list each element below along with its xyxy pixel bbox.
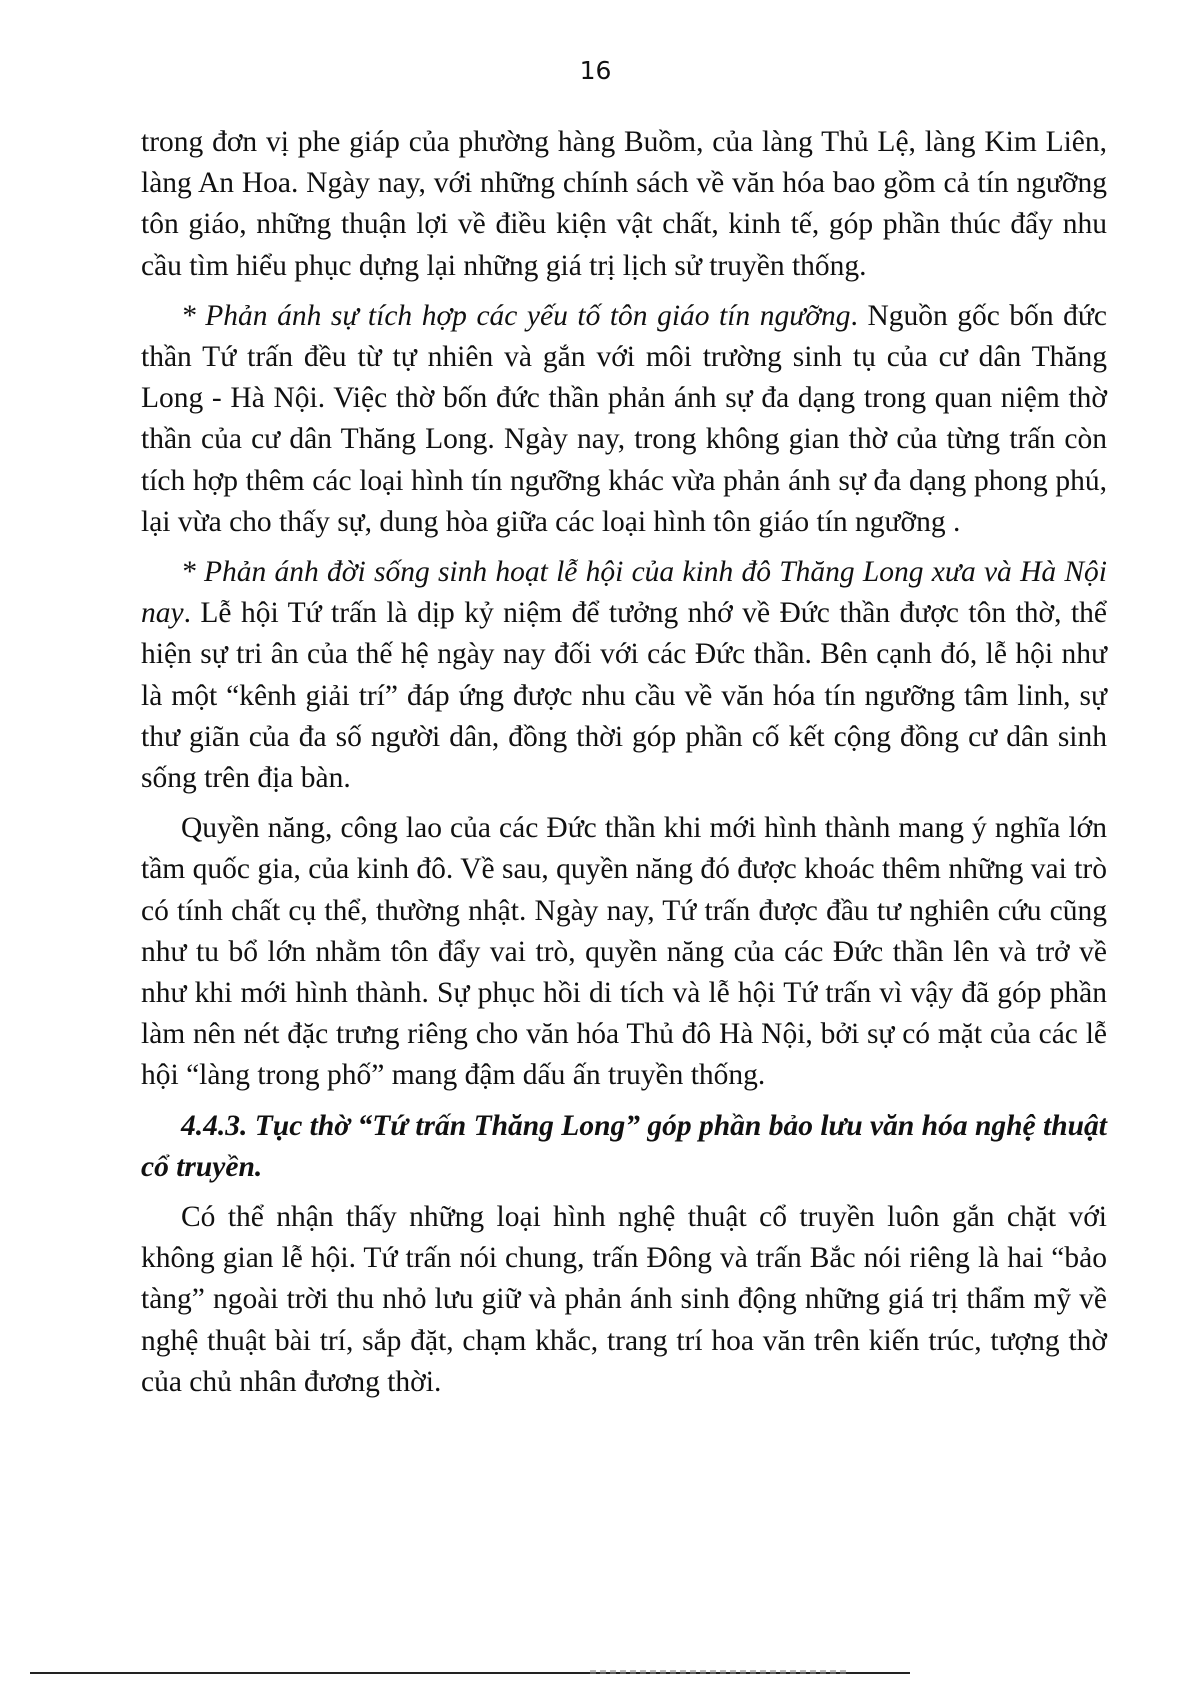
paragraph-religious-integration bbox=[141, 296, 1107, 543]
paragraph-traditional-arts: Có thể nhận thấy những loại hình nghệ thuật cổ truyền luôn gắn chặt với không gian lễ hội. Tứ trấn nói chung, trấn Đông và trấn Bắc nói riêng là hai “bảo tàng” ngoài trời thu nhỏ lưu giữ và phản ánh sinh động những giá trị thẩm mỹ về nghệ thuật bài trí, sắp đặt, chạm khắc, trang trí hoa văn trên kiến trúc, tượng thờ của chủ nhân đương thời. bbox=[141, 1201, 1107, 1398]
bottom-rule-dotted bbox=[590, 1670, 850, 1674]
page-number: 16 bbox=[579, 56, 612, 85]
paragraph-body: . Lễ hội Tứ trấn là dịp kỷ niệm để tưởng nhớ về Đức thần được tôn thờ, thể hiện sự tri ân của thế hệ ngày nay đối với các Đức thần. Bên cạnh đó, lễ hội như là một “kênh giải trí” đáp ứng được nhu cầu về văn hóa tín ngưỡng tâm linh, sự thư giãn của đa số người dân, đồng thời góp phần cố kết cộng đồng cư dân sinh sống trên địa bàn. bbox=[141, 597, 1107, 795]
paragraph-deity-powers: Quyền năng, công lao của các Đức thần khi mới hình thành mang ý nghĩa lớn tầm quốc gia, của kinh đô. Về sau, quyền năng đó được khoác thêm những vai trò có tính chất cụ thể, thường nhật. Ngày nay, Tứ trấn được đầu tư nghiên cứu cũng như tu bổ lớn nhằm tôn đẩy vai trò, quyền năng của các Đức thần lên và trở về như khi mới hình thành. Sự phục hồi di tích và lễ hội Tứ trấn vì vậy đã góp phần làm nên nét đặc trưng riêng cho văn hóa Thủ đô Hà Nội, bởi sự có mặt của các lễ hội “làng trong phố” mang đậm dấu ấn truyền thống. bbox=[141, 812, 1107, 1092]
paragraph-body: . Nguồn gốc bốn đức thần Tứ trấn đều từ tự nhiên và gắn với môi trường sinh tụ của cư dân Thăng Long - Hà Nội. Việc thờ bốn đức thần phản ánh sự đa dạng trong quan niệm thờ thần của cư dân Thăng Long. Ngày nay, trong không gian thờ của từng trấn còn tích hợp thêm các loại hình tín ngưỡng khác vừa phản ánh sự đa dạng phong phú, lại vừa cho thấy sự, dung hòa giữa các loại hình tôn giáo tín ngưỡng . bbox=[141, 299, 1107, 538]
paragraph-lead-italic: * Phản ánh sự tích hợp các yếu tố tôn giáo tín ngưỡng bbox=[181, 299, 851, 332]
body-text bbox=[141, 122, 1107, 1412]
paragraph-festival-life bbox=[141, 552, 1107, 799]
paragraph-continuation: trong đơn vị phe giáp của phường hàng Buồm, của làng Thủ Lệ, làng Kim Liên, làng An Hoa. Ngày nay, với những chính sách về văn hóa bao gồm cả tín ngưỡng tôn giáo, những thuận lợi về điều kiện vật chất, kinh tế, góp phần thúc đẩy nhu cầu tìm hiểu phục dựng lại những giá trị lịch sử truyền thống. bbox=[141, 126, 1107, 282]
section-heading: 4.4.3. Tục thờ “Tứ trấn Thăng Long” góp phần bảo lưu văn hóa nghệ thuật cổ truyền. bbox=[141, 1109, 1107, 1183]
paragraph-lead-italic: * Phản ánh đời sống sinh hoạt lễ hội của kinh đô Thăng Long xưa và Hà Nội nay bbox=[141, 556, 1107, 630]
